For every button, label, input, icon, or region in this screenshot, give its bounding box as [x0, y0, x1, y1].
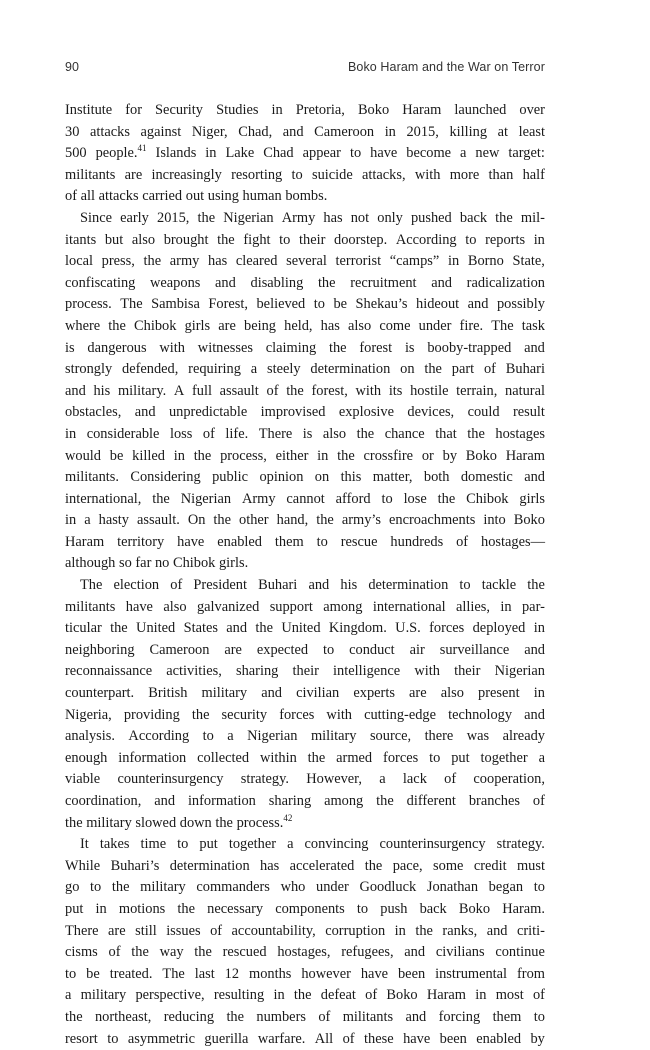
text-line: Since early 2015, the Nigerian Army has not only pushed back the mil-: [80, 209, 545, 226]
text-line: militants have also galvanized support among international allies, in par-: [65, 598, 545, 615]
text-line: counterpart. British military and civilian experts are also present in: [65, 685, 545, 702]
text-line: obstacles, and unpredictable improvised explosive devices, could result: [65, 404, 545, 421]
text-line: Nigeria, providing the security forces with cutting-edge technology and: [65, 706, 545, 723]
text-line: itants but also brought the fight to their doorstep. According to reports in: [65, 231, 545, 248]
text-line: in considerable loss of life. There is also the chance that the hostages: [65, 425, 545, 442]
text-line: the military slowed down the process.$^{42}$: [65, 812, 293, 831]
text-line: militants are increasingly resorting to suicide attacks, with more than half: [65, 166, 545, 183]
text-line: Haram territory have enabled them to rescue hundreds of hostages—: [65, 533, 545, 550]
footnote-marker: 41: [137, 143, 147, 154]
running-title: Boko Haram and the War on Terror: [347, 60, 545, 74]
text-line: strongly defended, requiring a steely determination on the part of Buhari: [65, 361, 545, 378]
text-line: It takes time to put together a convincing counterinsurgency strategy.: [80, 836, 545, 853]
running-header: [65, 60, 545, 82]
text-line: is dangerous with witnesses claiming the forest is booby-trapped and: [65, 339, 545, 356]
text-line: would be killed in the process, either in the crossfire or by Boko Haram: [65, 447, 545, 464]
paragraph: [65, 208, 545, 575]
paragraph: [65, 575, 545, 834]
text-line: although so far no Chibok girls.: [65, 555, 249, 572]
text-line: While Buhari’s determination has accelerated the pace, some credit must: [65, 857, 545, 874]
body-text: [65, 100, 545, 1050]
book-page: [65, 60, 545, 1050]
text-line: the northeast, reducing the numbers of militants and forcing them to: [65, 1008, 545, 1025]
text-line: international, the Nigerian Army cannot afford to lose the Chibok girls: [65, 490, 545, 507]
text-line: local press, the army has cleared several terrorist “camps” in Borno State,: [65, 253, 545, 270]
text-line: enough information collected within the armed forces to put together a: [65, 749, 545, 766]
text-line: where the Chibok girls are being held, has also come under fire. The task: [65, 317, 545, 334]
text-line: Institute for Security Studies in Pretoria, Boko Haram launched over: [65, 102, 545, 118]
text-line: put in motions the necessary components to push back Boko Haram.: [65, 900, 545, 917]
text-line: The election of President Buhari and his determination to tackle the: [80, 577, 545, 594]
text-line: reconnaissance activities, sharing their intelligence with their Nigerian: [65, 663, 545, 680]
text-line: viable counterinsurgency strategy. However, a lack of cooperation,: [65, 771, 545, 788]
text-line: resort to asymmetric guerilla warfare. All of these have been enabled by: [65, 1030, 545, 1047]
text-line: a military perspective, resulting in the defeat of Boko Haram in most of: [65, 987, 545, 1004]
text-line: cisms of the way the rescued hostages, refugees, and civilians continue: [65, 944, 545, 961]
text-line: militants. Considering public opinion on this matter, both domestic and: [65, 469, 545, 486]
paragraph: [65, 834, 545, 1050]
text-line: go to the military commanders who under Goodluck Jonathan began to: [65, 879, 545, 896]
text-line: confiscating weapons and disabling the recruitment and radicalization: [65, 274, 545, 291]
page-number: 90: [65, 60, 79, 74]
text-line: analysis. According to a Nigerian military source, there was already: [65, 728, 545, 745]
text-line: of all attacks carried out using human bombs.: [65, 188, 328, 205]
text-line: 30 attacks against Niger, Chad, and Cameroon in 2015, killing at least: [65, 123, 545, 140]
text-line: process. The Sambisa Forest, believed to be Shekau’s hideout and possibly: [65, 296, 545, 313]
text-line: ticular the United States and the United Kingdom. U.S. forces deployed in: [65, 620, 545, 637]
text-line: neighboring Cameroon are expected to conduct air surveillance and: [65, 641, 545, 658]
text-line: and his military. A full assault of the forest, with its hostile terrain, natural: [65, 382, 545, 399]
footnote-marker: 42: [283, 812, 293, 823]
text-line: in a hasty assault. On the other hand, the army’s encroachments into Boko: [65, 512, 545, 529]
text-line: to be treated. The last 12 months however have been instrumental from: [65, 965, 545, 982]
text-line: coordination, and information sharing among the different branches of: [65, 793, 545, 809]
text-line: There are still issues of accountability, corruption in the ranks, and criti-: [65, 922, 545, 939]
text-line: 500 people.$^{41}$ Islands in Lake Chad appear to have become a new target:: [65, 143, 545, 162]
paragraph: [65, 100, 545, 208]
